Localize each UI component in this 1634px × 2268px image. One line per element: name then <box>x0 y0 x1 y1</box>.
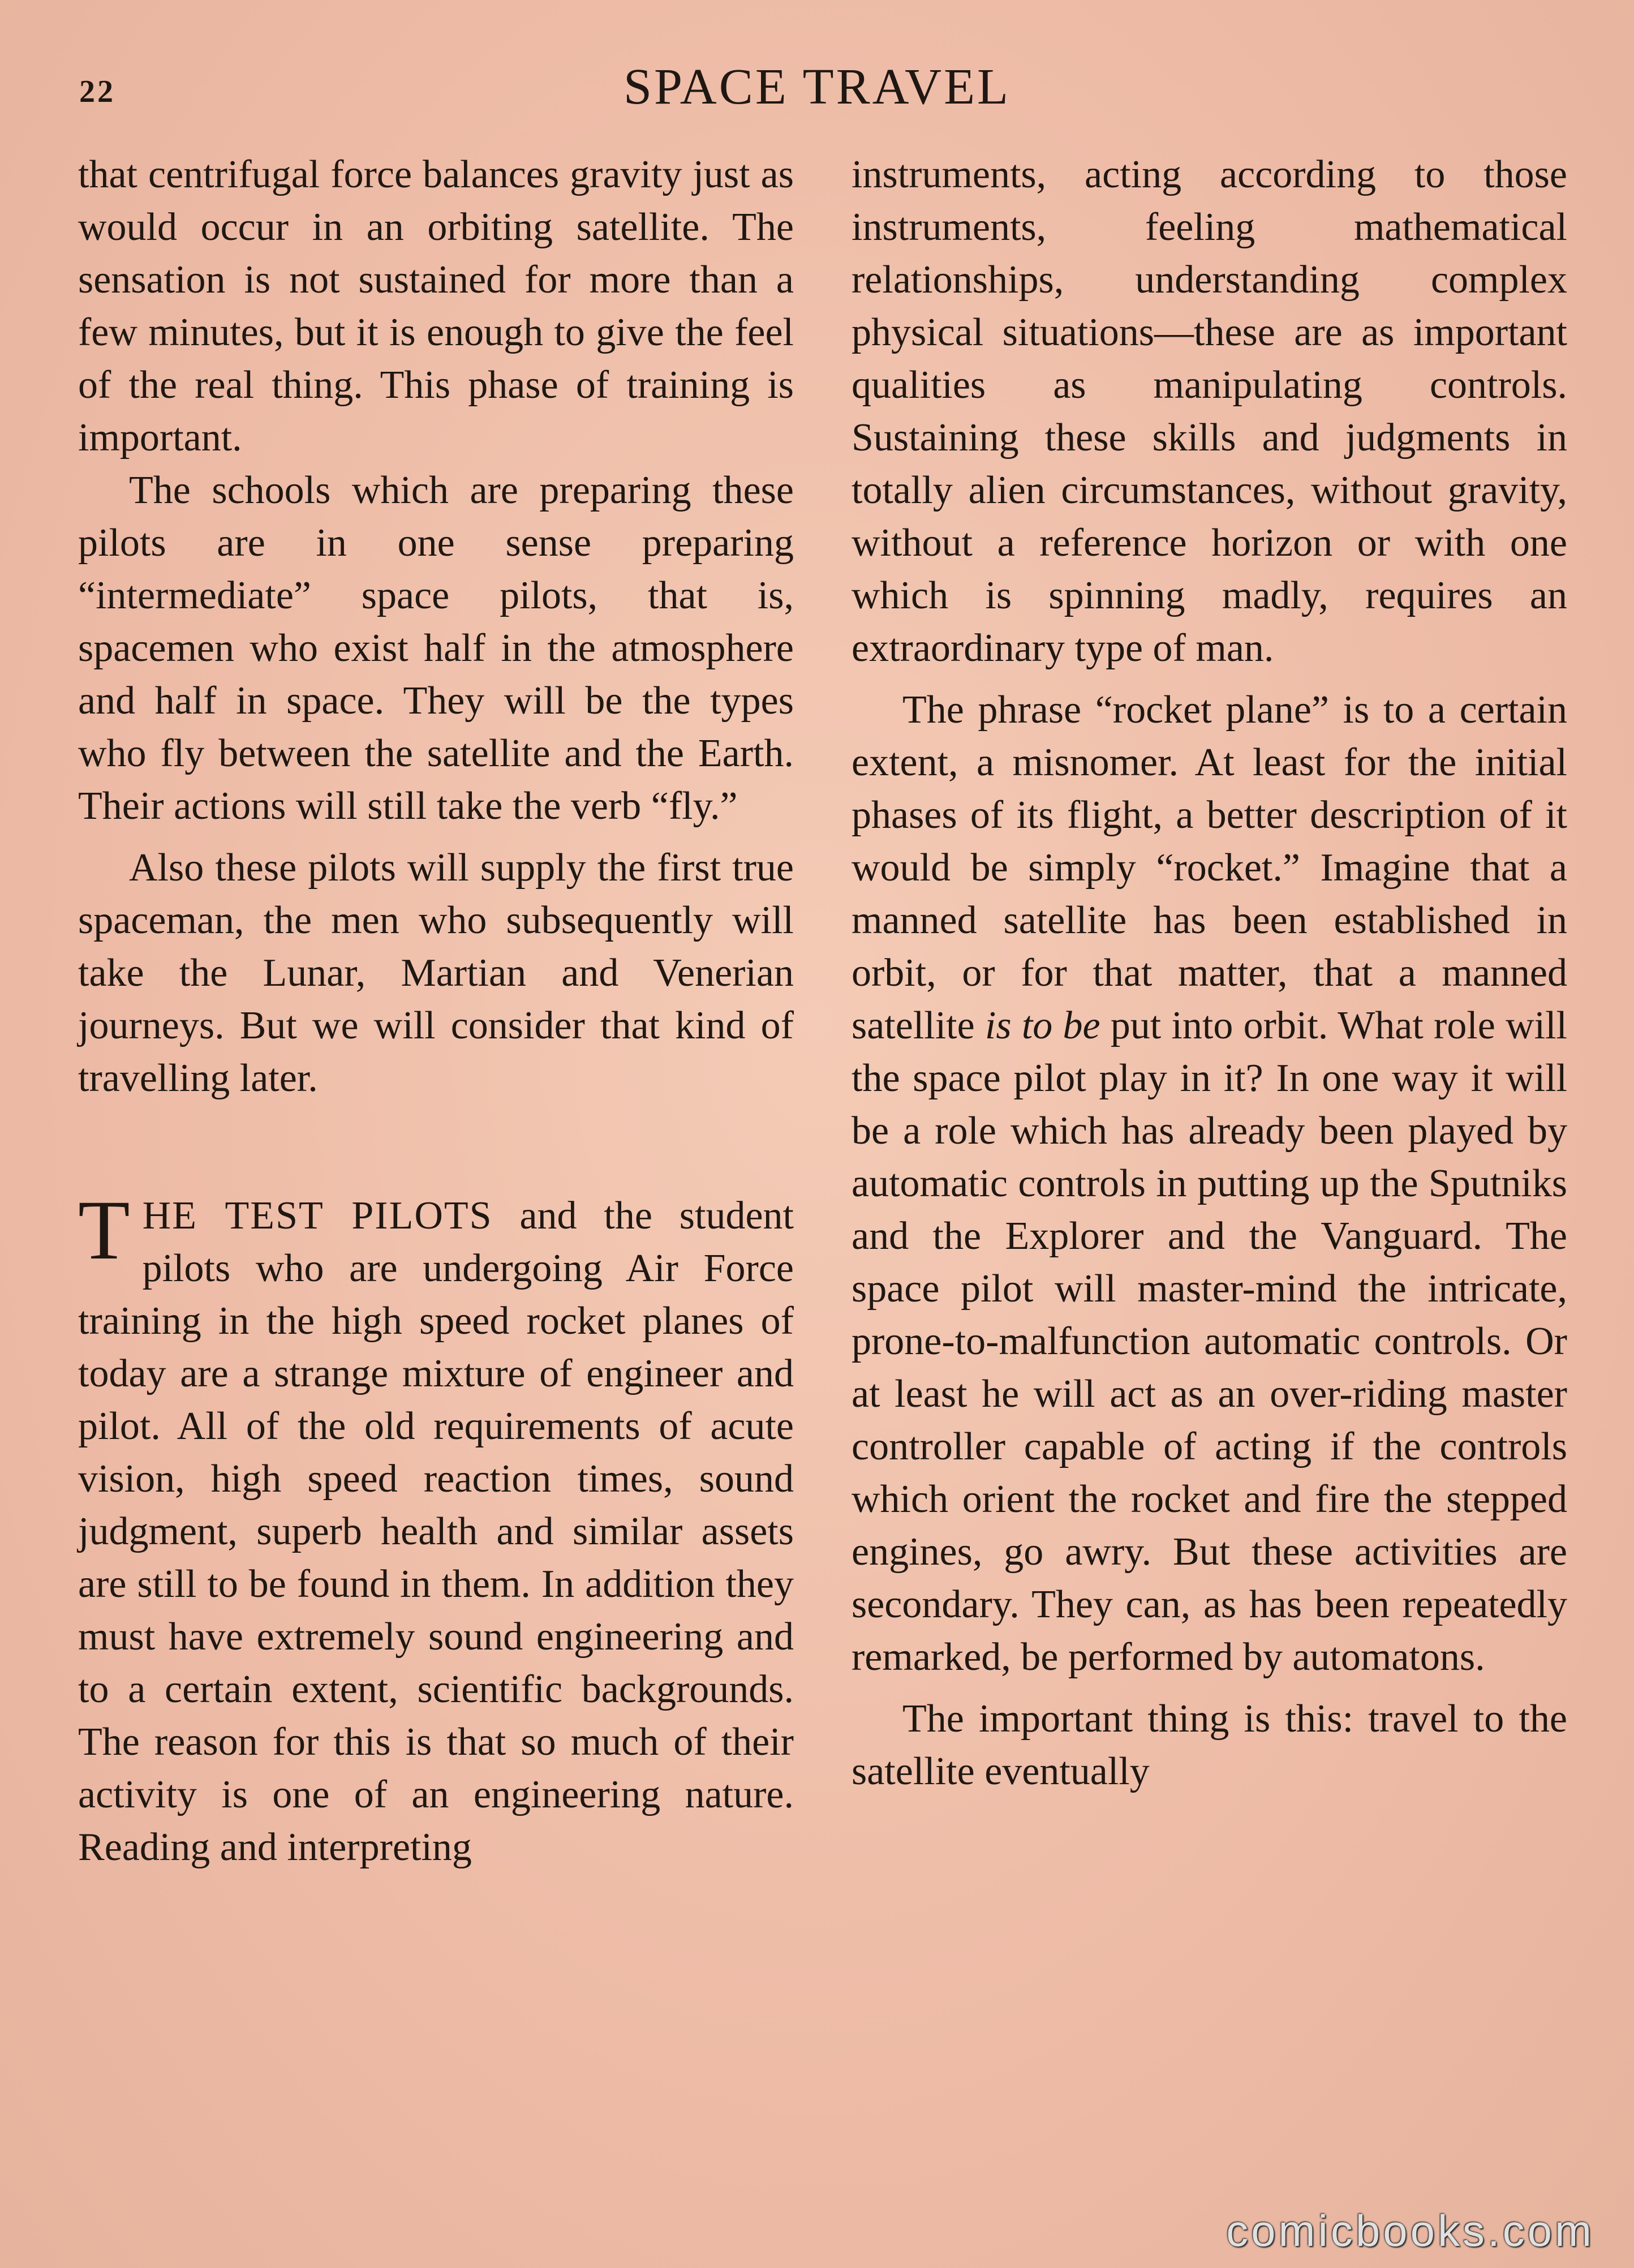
left-paragraph-4 <box>78 1183 794 1874</box>
emphasis-text: is to be <box>984 1004 1100 1047</box>
section-body: and the student pilots who are undergoing Air Force training in the high speed rocket planes of today are a strange mixture of engineer and pilot. All of the old requirements of acute vision, high speed reaction times, sound judgment, superb health and similar assets are still to be found in them. In addition they must have extremely sound engineering and to a certain extent, scientific backgrounds. The reason for this is that so much of their activity is one of an engineering nature. Reading and interpreting <box>78 1194 794 1869</box>
left-paragraph-1: that centrifugal force balances gravity just as would occur in an orbiting satellite. The sensation is not sustained for more than a few minutes, but it is enough to give the feel of the real thing. This phase of training is important. <box>78 153 794 459</box>
right-paragraph-2 <box>852 684 1567 1683</box>
page-number: 22 <box>79 74 115 109</box>
right-column <box>852 148 1567 1798</box>
left-paragraph-3: Also these pilots will supply the first true spaceman, the men who subsequently will take the Lunar, Martian and Venerian journeys. But we will consider that kind of travelling later. <box>78 846 794 1100</box>
section-lead-in: HE TEST PILOTS <box>142 1194 493 1238</box>
left-paragraph-2: The schools which are preparing these pilots are in one sense preparing “intermediate” space pilots, that is, spacemen who exist half in the atmosphere and half in space. They will be the types who fly between the satellite and the Earth. Their actions will still take the verb “fly.” <box>78 469 794 828</box>
left-column <box>78 148 794 1874</box>
running-head: SPACE TRAVEL <box>623 59 1011 115</box>
right-paragraph-2-part-a: The phrase “rocket plane” is to a certain extent, a misnomer. At least for the initial phases of its flight, a better description of it would be simply “rocket.” Imagine that a manned satellite has been established in orbit, or for that matter, that a manned satellite <box>852 688 1567 1047</box>
right-paragraph-3: The important thing is this: travel to the satellite eventually <box>852 1697 1567 1793</box>
watermark: comicbooks.com <box>1226 2206 1594 2256</box>
right-paragraph-1: instruments, acting according to those instruments, feeling mathematical relationships, understanding complex physical situations—these are as important qualities as manipulating controls. Sustaining these skills and judgments in totally alien circumstances, without gravity, without a reference horizon or with one which is spinning madly, requires an extraordinary type of man. <box>852 153 1567 670</box>
right-paragraph-2-part-b: put into orbit. What role will the space pilot play in it? In one way it will be a role which has already been played by automatic controls in putting up the Sputniks and the Explorer and the Vanguard. The space pilot will master-mind the intricate, prone-to-malfunction automatic controls. Or at least he will act as an over-riding master controller capable of acting if the controls which orient the rocket and fire the stepped engines, go awry. But these activities are secondary. They can, as has been repeatedly remarked, be performed by automatons. <box>852 1004 1567 1679</box>
drop-cap: T <box>78 1183 130 1277</box>
